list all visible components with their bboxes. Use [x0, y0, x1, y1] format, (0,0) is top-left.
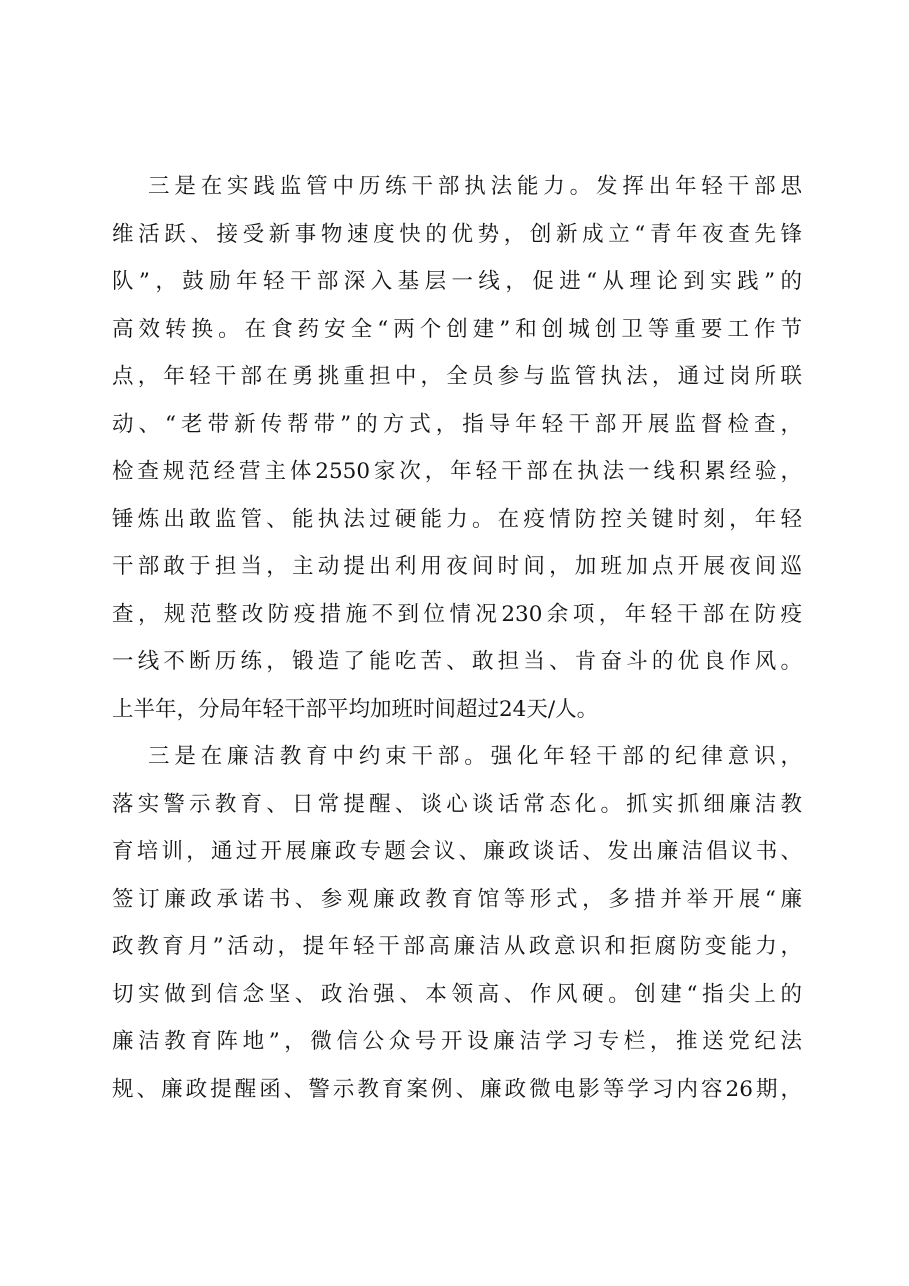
text-line: 廉洁教育阵地”，微信公众号开设廉洁学习专栏，推送党纪法	[112, 1029, 802, 1054]
text-line: 规、廉政提醒函、警示教育案例、廉政微电影等学习内容26期，	[112, 1076, 802, 1102]
text-line: 切实做到信念坚、政治强、本领高、作风硬。创建“指尖上的	[112, 981, 802, 1007]
text-line: 锤炼出敢监管、能执法过硬能力。在疫情防控关键时刻，年轻	[112, 506, 802, 532]
text-line: 点，年轻干部在勇挑重担中，全员参与监管执法，通过岗所联	[112, 364, 802, 389]
text-line: 一线不断历练，锻造了能吃苦、敢担当、肯奋斗的优良作风。	[112, 649, 802, 674]
text-line: 高效转换。在食药安全“两个创建”和创城创卫等重要工作节	[112, 316, 802, 342]
text-line: 三是在廉洁教育中约束干部。强化年轻干部的纪律意识，	[148, 744, 802, 769]
text-line: 政教育月”活动，提年轻干部高廉洁从政意识和拒腐防变能力，	[112, 934, 802, 959]
text-line: 签订廉政承诺书、参观廉政教育馆等形式，多措并举开展“廉	[112, 886, 802, 912]
paragraph-integrity-education	[112, 733, 802, 1113]
text-line: 上半年，分局年轻干部平均加班时间超过24天/人。	[112, 696, 599, 722]
text-line: 动、“老带新传帮带”的方式，指导年轻干部开展监督检查，	[112, 411, 802, 437]
text-line: 维活跃、接受新事物速度快的优势，创新成立“青年夜查先锋	[112, 221, 802, 247]
document-body	[112, 163, 802, 1113]
text-line: 三是在实践监管中历练干部执法能力。发挥出年轻干部思	[148, 174, 802, 199]
text-line: 落实警示教育、日常提醒、谈心谈话常态化。抓实抓细廉洁教	[112, 791, 802, 817]
text-line: 检查规范经营主体2550家次，年轻干部在执法一线积累经验，	[112, 459, 802, 484]
text-line: 干部敢于担当，主动提出利用夜间时间，加班加点开展夜间巡	[112, 554, 802, 579]
text-line: 育培训，通过开展廉政专题会议、廉政谈话、发出廉洁倡议书、	[112, 839, 802, 864]
text-line: 队”，鼓励年轻干部深入基层一线，促进“从理论到实践”的	[112, 269, 802, 294]
text-line: 查，规范整改防疫措施不到位情况230余项，年轻干部在防疫	[112, 601, 802, 627]
paragraph-practice-supervision	[112, 163, 802, 733]
